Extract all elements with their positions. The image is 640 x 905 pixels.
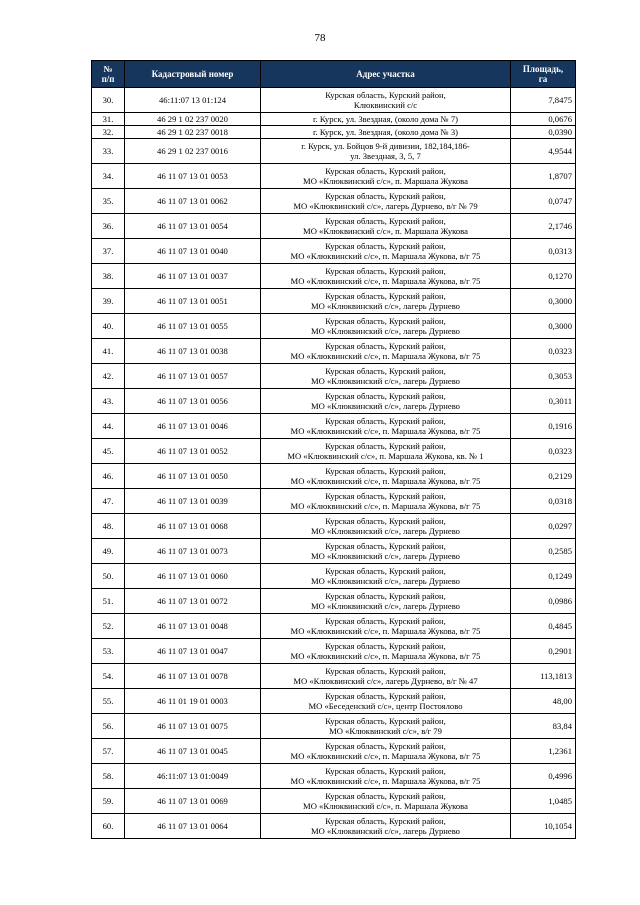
cadastral-number: 46 11 07 13 01 0064 [125, 814, 261, 839]
table-row [92, 539, 576, 564]
address-line-1: Курская область, Курский район, [325, 440, 446, 451]
table-row [92, 214, 576, 239]
plot-area: 0,0323 [511, 339, 576, 364]
plot-area: 2,1746 [511, 214, 576, 239]
plot-area: 10,1054 [511, 814, 576, 839]
address-line-2: ул. Звездная, 3, 5, 7 [350, 151, 421, 161]
address-line-1: Курская область, Курский район, [325, 465, 446, 476]
address-line-1: Курская область, Курский район, [325, 315, 446, 326]
row-number: 46. [92, 464, 125, 489]
row-number: 56. [92, 714, 125, 739]
cadastral-number: 46 29 1 02 237 0018 [125, 126, 261, 139]
row-number: 37. [92, 239, 125, 264]
plot-address [261, 764, 511, 789]
table-row [92, 764, 576, 789]
address-line-2: МО «Клюквинский с/с», п. Маршала Жукова, в/г 75 [290, 351, 481, 361]
cadastral-number: 46 11 07 13 01 0048 [125, 614, 261, 639]
plot-address [261, 389, 511, 414]
address-line-2: МО «Клюквинский с/с», лагерь Дурнево [311, 301, 460, 311]
row-number: 49. [92, 539, 125, 564]
address-line-2: МО «Клюквинский с/с», лагерь Дурнево, в/г № 79 [293, 201, 478, 211]
cadastral-number: 46 11 07 13 01 0069 [125, 789, 261, 814]
address-line-2: МО «Клюквинский с/с», лагерь Дурнево [311, 376, 460, 386]
address-line-1: Курская область, Курский район, [325, 215, 446, 226]
plot-address [261, 314, 511, 339]
cadastral-number: 46 11 07 13 01 0045 [125, 739, 261, 764]
plot-address [261, 589, 511, 614]
address-line-1: г. Курск, ул. Бойцов 9-й дивизии, 182,184,186- [301, 140, 470, 151]
plot-address [261, 689, 511, 714]
row-number: 57. [92, 739, 125, 764]
table-row [92, 164, 576, 189]
row-number: 35. [92, 189, 125, 214]
address-line-2: МО «Клюквинский с/с», п. Маршала Жукова, в/г 75 [290, 751, 481, 761]
row-number: 54. [92, 664, 125, 689]
address-line-1: Курская область, Курский район, [325, 740, 446, 751]
cadastral-number: 46:11:07 13 01:124 [125, 88, 261, 113]
table-row [92, 689, 576, 714]
table-row [92, 364, 576, 389]
plot-address [261, 639, 511, 664]
address-line-1: Курская область, Курский район, [325, 815, 446, 826]
row-number: 59. [92, 789, 125, 814]
cadastral-number: 46 11 07 13 01 0057 [125, 364, 261, 389]
address-line-1: Курская область, Курский район, [325, 490, 446, 501]
plot-area: 0,2585 [511, 539, 576, 564]
table-row [92, 714, 576, 739]
cadastral-number: 46 11 07 13 01 0078 [125, 664, 261, 689]
address-line-1: Курская область, Курский район, [325, 290, 446, 301]
cadastral-number: 46 11 07 13 01 0039 [125, 489, 261, 514]
cadastral-number: 46 11 07 13 01 0052 [125, 439, 261, 464]
plot-address [261, 214, 511, 239]
table-row [92, 126, 576, 139]
plot-address [261, 539, 511, 564]
table-row [92, 789, 576, 814]
cadastral-number: 46 11 07 13 01 0040 [125, 239, 261, 264]
table-header-row [92, 61, 576, 88]
plot-address [261, 464, 511, 489]
address-line-1: Курская область, Курский район, [325, 365, 446, 376]
address-line-2: МО «Клюквинский с/с», п. Маршала Жукова, в/г 75 [290, 776, 481, 786]
address-line-2: МО «Клюквинский с/с», п. Маршала Жукова, в/г 75 [290, 501, 481, 511]
table-row [92, 264, 576, 289]
plot-address [261, 789, 511, 814]
address-line-1: Курская область, Курский район, [325, 615, 446, 626]
table-row [92, 439, 576, 464]
row-number: 31. [92, 113, 125, 126]
address-line-2: МО «Клюквинский с/с», лагерь Дурнево [311, 551, 460, 561]
plot-area: 83,84 [511, 714, 576, 739]
table-row [92, 814, 576, 839]
address-line-2: МО «Клюквинский с/с», лагерь Дурнево [311, 326, 460, 336]
address-line-2: МО «Беседенский с/с», центр Постоялово [308, 701, 463, 711]
header-cadastral-number: Кадастровый номер [125, 61, 261, 88]
cadastral-number: 46 11 07 13 01 0072 [125, 589, 261, 614]
plot-area: 0,0318 [511, 489, 576, 514]
address-line-2: МО «Клюквинский с/с», п. Маршала Жукова, в/г 75 [290, 426, 481, 436]
address-line-1: г. Курск, ул. Звездная, (около дома № 3) [313, 126, 458, 137]
plot-area: 0,0390 [511, 126, 576, 139]
plot-area: 48,00 [511, 689, 576, 714]
row-number: 47. [92, 489, 125, 514]
address-line-2: МО «Клюквинский с/с», п. Маршала Жукова, в/г 75 [290, 251, 481, 261]
cadastral-number: 46 29 1 02 237 0020 [125, 113, 261, 126]
row-number: 50. [92, 564, 125, 589]
cadastral-number: 46 11 07 13 01 0053 [125, 164, 261, 189]
plot-area: 0,0323 [511, 439, 576, 464]
cadastral-number: 46 11 07 13 01 0055 [125, 314, 261, 339]
address-line-1: Курская область, Курский район, [325, 340, 446, 351]
address-line-1: Курская область, Курский район, [325, 540, 446, 551]
plot-address [261, 739, 511, 764]
plot-address [261, 414, 511, 439]
table-row [92, 88, 576, 113]
address-line-2: МО «Клюквинский с/с», п. Маршала Жукова, в/г 75 [290, 651, 481, 661]
table-row [92, 414, 576, 439]
address-line-2: МО «Клюквинский с/с», п. Маршала Жукова [303, 801, 468, 811]
address-line-2: МО «Клюквинский с/с», лагерь Дурнево [311, 401, 460, 411]
address-line-1: Курская область, Курский район, [325, 640, 446, 651]
cadastral-number: 46 11 07 13 01 0075 [125, 714, 261, 739]
plot-area: 0,0313 [511, 239, 576, 264]
table-row [92, 464, 576, 489]
row-number: 30. [92, 88, 125, 113]
plot-address [261, 139, 511, 164]
cadastral-number: 46 11 07 13 01 0073 [125, 539, 261, 564]
plot-address [261, 814, 511, 839]
table-row [92, 339, 576, 364]
address-line-1: Курская область, Курский район, [325, 565, 446, 576]
plot-address [261, 564, 511, 589]
plot-address [261, 189, 511, 214]
address-line-2: МО «Клюквинский с/с», лагерь Дурнево [311, 826, 460, 836]
table-row [92, 614, 576, 639]
address-line-1: Курская область, Курский район, [325, 89, 446, 100]
header-address: Адрес участка [261, 61, 511, 88]
plot-area: 1,2361 [511, 739, 576, 764]
row-number: 43. [92, 389, 125, 414]
plot-address [261, 264, 511, 289]
cadastral-number: 46 11 07 13 01 0051 [125, 289, 261, 314]
plot-area: 0,3011 [511, 389, 576, 414]
row-number: 32. [92, 126, 125, 139]
address-line-2: МО «Клюквинский с/с», лагерь Дурнево [311, 576, 460, 586]
table-row [92, 113, 576, 126]
cadastral-number: 46 11 07 13 01 0037 [125, 264, 261, 289]
address-line-2: МО «Клюквинский с/с», п. Маршала Жукова, в/г 75 [290, 276, 481, 286]
table-row [92, 239, 576, 264]
cadastral-number: 46 11 07 13 01 0046 [125, 414, 261, 439]
row-number: 40. [92, 314, 125, 339]
plot-area: 0,1270 [511, 264, 576, 289]
plot-address [261, 439, 511, 464]
plot-address [261, 514, 511, 539]
cadastral-number: 46 29 1 02 237 0016 [125, 139, 261, 164]
address-line-2: МО «Клюквинский с/с», лагерь Дурнево, в/г № 47 [293, 676, 478, 686]
plot-area: 0,3053 [511, 364, 576, 389]
address-line-2: Клюквинский с/с [353, 100, 418, 110]
row-number: 45. [92, 439, 125, 464]
row-number: 58. [92, 764, 125, 789]
land-plots-table [91, 60, 576, 839]
cadastral-number: 46 11 07 13 01 0047 [125, 639, 261, 664]
plot-area: 1,0485 [511, 789, 576, 814]
cadastral-number: 46 11 07 13 01 0056 [125, 389, 261, 414]
table-row [92, 314, 576, 339]
plot-address [261, 289, 511, 314]
plot-area: 4,9544 [511, 139, 576, 164]
header-number: № п/п [92, 61, 125, 88]
plot-address [261, 664, 511, 689]
table-row [92, 389, 576, 414]
address-line-1: Курская область, Курский район, [325, 515, 446, 526]
table-row [92, 639, 576, 664]
row-number: 44. [92, 414, 125, 439]
plot-address [261, 239, 511, 264]
plot-address [261, 489, 511, 514]
row-number: 53. [92, 639, 125, 664]
row-number: 36. [92, 214, 125, 239]
plot-area: 0,4996 [511, 764, 576, 789]
table-body [92, 88, 576, 839]
plot-address [261, 164, 511, 189]
address-line-2: МО «Клюквинский с/с», лагерь Дурнево [311, 601, 460, 611]
plot-address [261, 88, 511, 113]
row-number: 41. [92, 339, 125, 364]
address-line-1: Курская область, Курский район, [325, 240, 446, 251]
address-line-2: МО «Клюквинский с/с», п. Маршала Жукова, кв. № 1 [287, 451, 484, 461]
plot-area: 0,2901 [511, 639, 576, 664]
cadastral-number: 46:11:07 13 01:0049 [125, 764, 261, 789]
row-number: 60. [92, 814, 125, 839]
address-line-2: МО «Клюквинский с/с», п. Маршала Жукова [303, 176, 468, 186]
address-line-2: МО «Клюквинский с/с», п. Маршала Жукова, в/г 75 [290, 476, 481, 486]
table-row [92, 589, 576, 614]
row-number: 38. [92, 264, 125, 289]
address-line-1: Курская область, Курский район, [325, 415, 446, 426]
table-row [92, 289, 576, 314]
plot-area: 1,8707 [511, 164, 576, 189]
cadastral-number: 46 11 07 13 01 0050 [125, 464, 261, 489]
plot-address [261, 614, 511, 639]
cadastral-number: 46 11 01 19 01 0003 [125, 689, 261, 714]
page-number: 78 [314, 32, 326, 44]
address-line-2: МО «Клюквинский с/с», п. Маршала Жукова [303, 226, 468, 236]
plot-area: 0,2129 [511, 464, 576, 489]
address-line-1: Курская область, Курский район, [325, 790, 446, 801]
plot-area: 0,3000 [511, 314, 576, 339]
plot-area: 0,0986 [511, 589, 576, 614]
cadastral-number: 46 11 07 13 01 0054 [125, 214, 261, 239]
header-area: Площадь, га [511, 61, 576, 88]
row-number: 52. [92, 614, 125, 639]
plot-address [261, 364, 511, 389]
row-number: 55. [92, 689, 125, 714]
address-line-1: Курская область, Курский район, [325, 765, 446, 776]
address-line-2: МО «Клюквинский с/с», в/г 79 [329, 726, 442, 736]
plot-address [261, 339, 511, 364]
table-row [92, 514, 576, 539]
plot-address [261, 113, 511, 126]
row-number: 33. [92, 139, 125, 164]
row-number: 48. [92, 514, 125, 539]
plot-address [261, 714, 511, 739]
plot-address [261, 126, 511, 139]
plot-area: 0,0676 [511, 113, 576, 126]
plot-area: 0,4845 [511, 614, 576, 639]
plot-area: 0,0747 [511, 189, 576, 214]
plot-area: 0,1916 [511, 414, 576, 439]
cadastral-number: 46 11 07 13 01 0068 [125, 514, 261, 539]
address-line-1: Курская область, Курский район, [325, 690, 446, 701]
table-row [92, 664, 576, 689]
table-row [92, 139, 576, 164]
plot-area: 113,1813 [511, 664, 576, 689]
cadastral-number: 46 11 07 13 01 0062 [125, 189, 261, 214]
row-number: 39. [92, 289, 125, 314]
table-row [92, 189, 576, 214]
table-row [92, 489, 576, 514]
row-number: 34. [92, 164, 125, 189]
table-row [92, 564, 576, 589]
address-line-2: МО «Клюквинский с/с», п. Маршала Жукова, в/г 75 [290, 626, 481, 636]
plot-area: 0,0297 [511, 514, 576, 539]
address-line-1: Курская область, Курский район, [325, 265, 446, 276]
address-line-1: Курская область, Курский район, [325, 390, 446, 401]
address-line-1: г. Курск, ул. Звездная, (около дома № 7) [313, 113, 458, 124]
address-line-2: МО «Клюквинский с/с», лагерь Дурнево [311, 526, 460, 536]
table-row [92, 739, 576, 764]
address-line-1: Курская область, Курский район, [325, 590, 446, 601]
address-line-1: Курская область, Курский район, [325, 165, 446, 176]
address-line-1: Курская область, Курский район, [325, 190, 446, 201]
plot-area: 0,3000 [511, 289, 576, 314]
address-line-1: Курская область, Курский район, [325, 715, 446, 726]
address-line-1: Курская область, Курский район, [325, 665, 446, 676]
plot-area: 7,8475 [511, 88, 576, 113]
row-number: 42. [92, 364, 125, 389]
row-number: 51. [92, 589, 125, 614]
plot-area: 0,1249 [511, 564, 576, 589]
cadastral-number: 46 11 07 13 01 0060 [125, 564, 261, 589]
cadastral-number: 46 11 07 13 01 0038 [125, 339, 261, 364]
